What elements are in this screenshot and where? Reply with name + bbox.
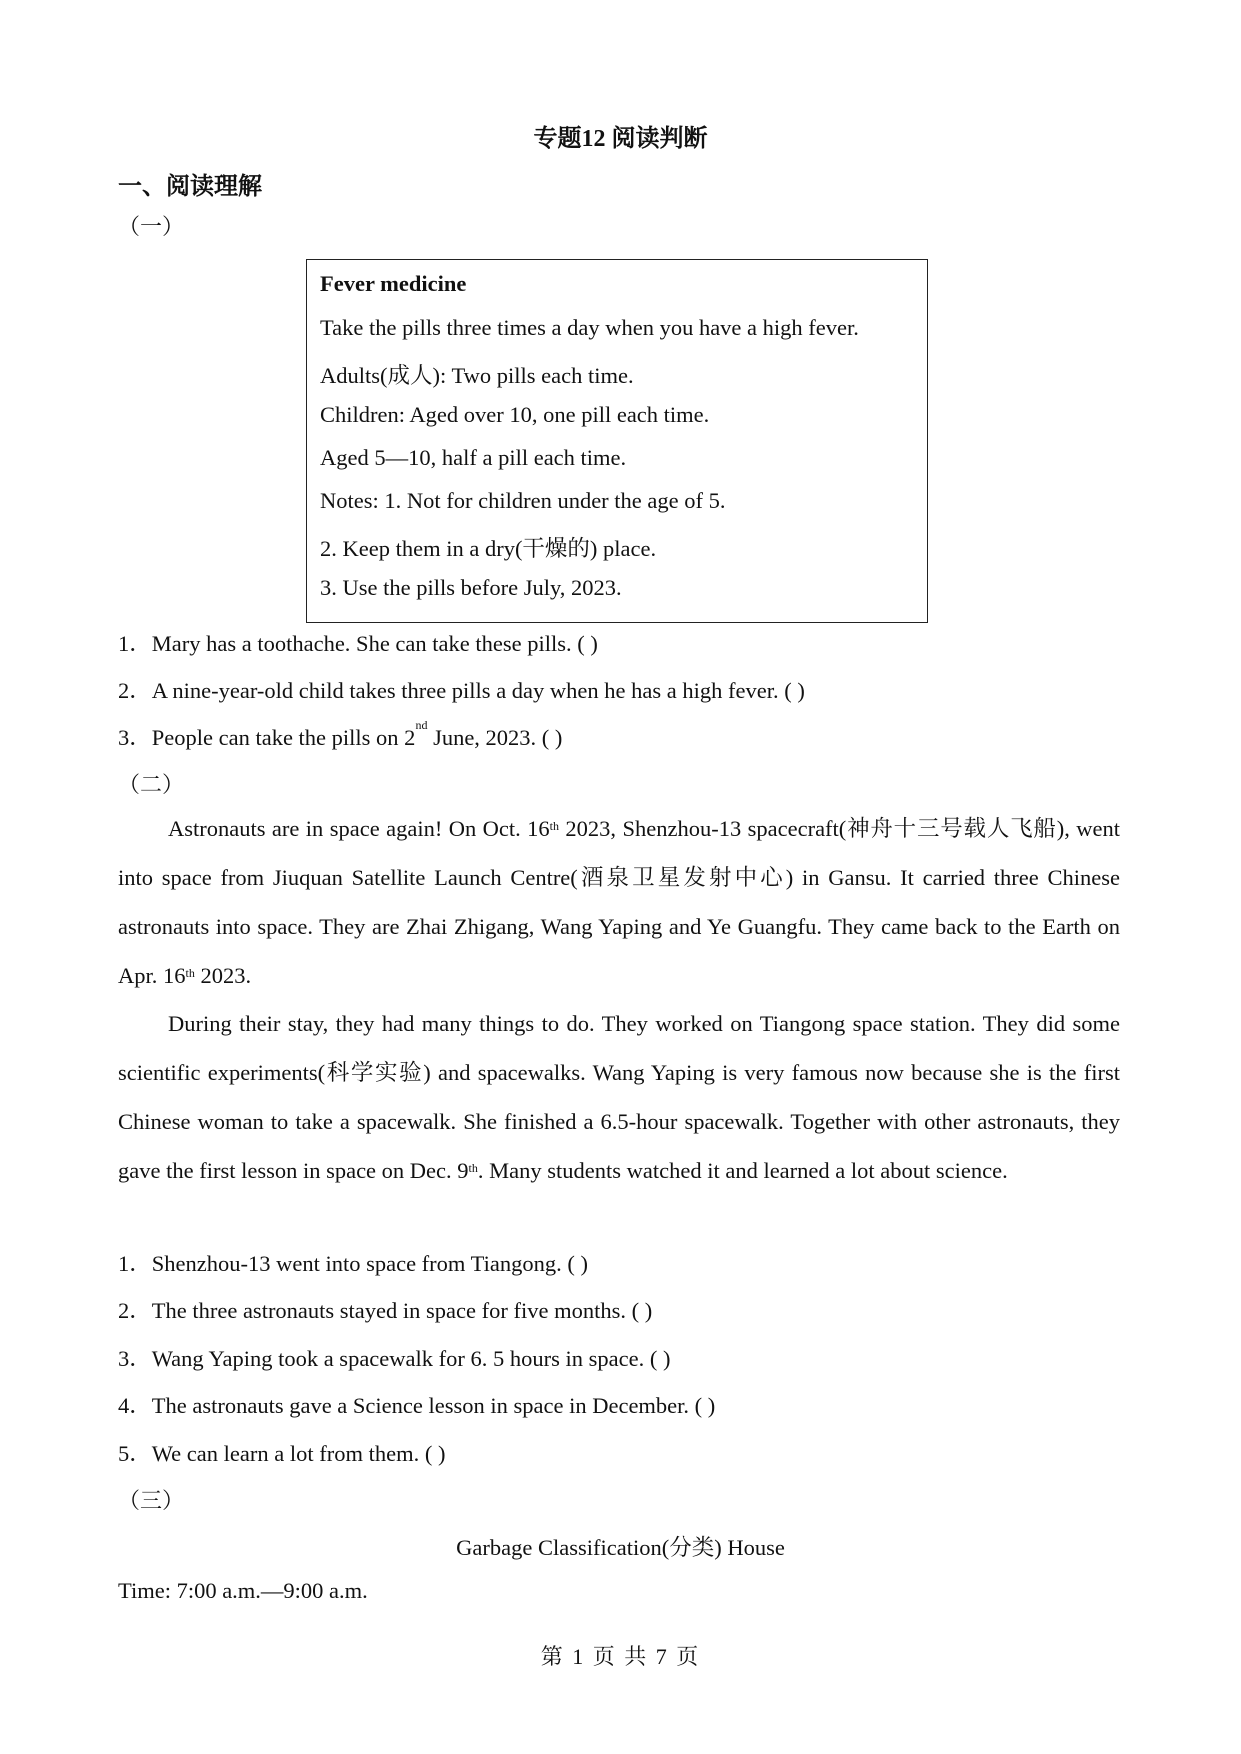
notice-line: Take the pills three times a day when you have a high fever. (320, 315, 859, 340)
passage-paragraph-1: Astronauts are in space again! On Oct. 16th 2023, Shenzhou-13 spacecraft(神舟十三号载人飞船), went into space from Jiuquan Satellite Launch Centre(酒泉卫星发射中心) in Gansu. It carried three Chinese astronauts into space. They are Zhai Zhigang, Wang Yaping and Ye Guangfu. They came back to the Earth on Apr. 16th 2023. (118, 816, 1120, 988)
page-title: 专题12 阅读判断 (533, 126, 708, 152)
question-item: 1．Mary has a toothache. She can take these pills. ( ) (118, 631, 598, 656)
question-item: 1．Shenzhou-13 went into space from Tiangong. ( ) (118, 1251, 588, 1276)
notice-line: 3. Use the pills before July, 2023. (320, 575, 622, 600)
question-item: 4．The astronauts gave a Science lesson in space in December. ( ) (118, 1393, 716, 1418)
page-footer: 第 1 页 共 7 页 (540, 1644, 701, 1669)
part3-label: （三） (118, 1488, 185, 1513)
time-line: Time: 7:00 a.m.—9:00 a.m. (118, 1578, 368, 1603)
question-item: 3．People can take the pills on 2nd June, 2023. ( ) (118, 718, 563, 750)
question-item: 3．Wang Yaping took a spacewalk for 6. 5 hours in space. ( ) (118, 1346, 671, 1371)
notice-line: Notes: 1. Not for children under the age of 5. (320, 488, 726, 513)
question-item: 5．We can learn a lot from them. ( ) (118, 1441, 446, 1466)
question-item: 2．A nine-year-old child takes three pills a day when he has a high fever. ( ) (118, 678, 805, 703)
part2-label: （二） (118, 772, 185, 797)
notice-heading: Fever medicine (320, 271, 467, 296)
notice-line: Adults(成人): Two pills each time. (320, 363, 634, 388)
notice-line: 2. Keep them in a dry(干燥的) place. (320, 536, 657, 561)
section-heading: 一、阅读理解 (118, 174, 262, 200)
passage-paragraph-2: During their stay, they had many things to do. They worked on Tiangong space station. They did some scientific experiments(科学实验) and spacewalks. Wang Yaping is very famous now because she is the first Chinese woman to take a spacewalk. She finished a 6.5-hour spacewalk. Together with other astronauts, they gave the first lesson in space on Dec. 9th. Many students watched it and learned a lot about science. (118, 1011, 1120, 1183)
garbage-heading: Garbage Classification(分类) House (456, 1535, 785, 1560)
notice-box (306, 259, 928, 623)
notice-line: Aged 5—10, half a pill each time. (320, 445, 627, 470)
question-item: 2．The three astronauts stayed in space for five months. ( ) (118, 1298, 653, 1323)
notice-line: Children: Aged over 10, one pill each time. (320, 402, 710, 427)
part1-label: （一） (118, 214, 185, 239)
